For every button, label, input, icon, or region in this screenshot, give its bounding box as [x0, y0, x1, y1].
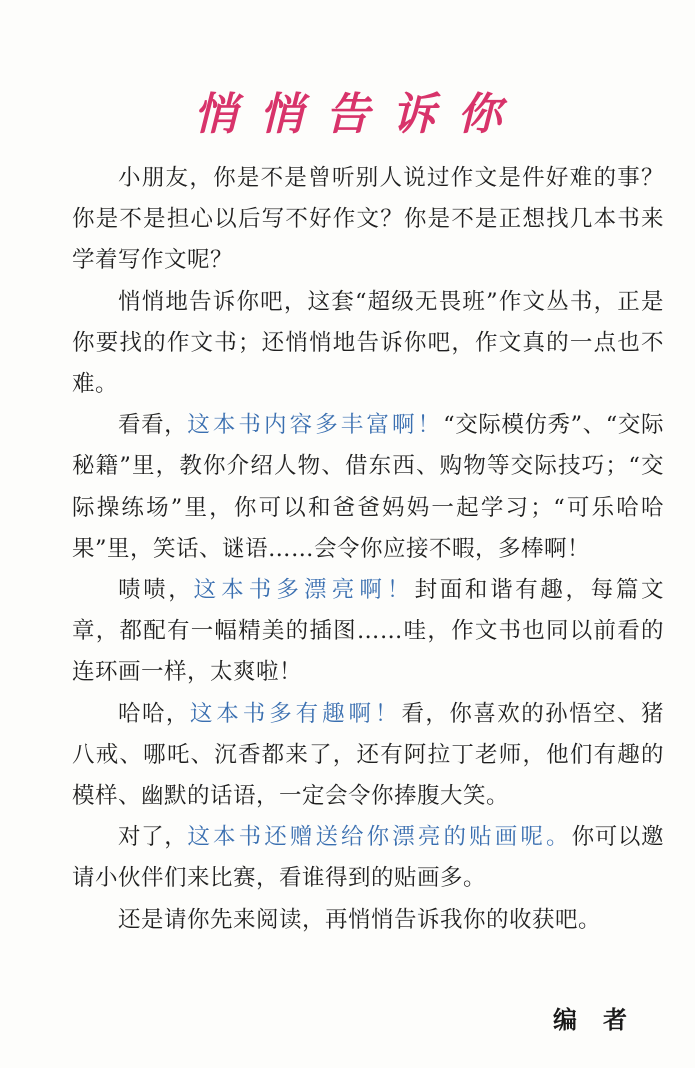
paragraph-text: 哈哈， — [118, 700, 190, 727]
paragraph-text: 看，你喜欢的孙悟空、猪八戒、哪吒、沉香都来了，还有阿拉丁老师，他们有趣的模样、幽默的话语，一定会令你捧腹大笑。 — [72, 700, 664, 810]
paragraph-text: 对了， — [118, 824, 188, 851]
paragraph — [72, 405, 664, 570]
paragraph — [72, 900, 664, 941]
paragraph — [72, 817, 664, 899]
paragraph — [72, 694, 664, 818]
paragraph-text: 还是请你先来阅读，再悄悄告诉我你的收获吧。 — [118, 906, 602, 933]
highlight-text: 这本书还赠送给你漂亮的贴画呢。 — [187, 824, 572, 851]
highlight-text: 这本书多漂亮啊！ — [193, 577, 415, 604]
paragraph-text: 你可以邀请小伙伴们来比赛，看谁得到的贴画多。 — [72, 824, 664, 892]
paragraph — [72, 158, 664, 282]
paragraph-text: 悄悄地告诉你吧，这套“超级无畏班”作文丛书，正是你要找的作文书；还悄悄地告诉你吧，作文真的一点也不难。 — [72, 288, 664, 398]
paragraph-text: 看看， — [118, 412, 188, 439]
paragraph — [72, 570, 664, 694]
paragraph-text: 小朋友，你是不是曾听别人说过作文是件好难的事？你是不是担心以后写不好作文？你是不是正想找几本书来学着写作文呢？ — [72, 165, 664, 274]
paragraph-text: 封面和谐有趣，每篇文章，都配有一幅精美的插图……哇，作文书也同以前看的连环画一样，太爽啦！ — [72, 577, 664, 686]
paragraph-text: “交际模仿秀”、“交际秘籍”里，教你介绍人物、借东西、购物等交际技巧；“交际操练场”里，你可以和爸爸妈妈一起学习；“可乐哈哈果”里，笑话、谜语……会令你应接不暇，多棒啊！ — [72, 412, 664, 562]
highlight-text: 这本书内容多丰富啊！ — [187, 412, 444, 439]
preface-body — [72, 158, 664, 941]
page-title: 悄悄告诉你 — [193, 89, 524, 140]
author-signature: 编者 — [553, 1005, 653, 1034]
highlight-text: 这本书多有趣啊！ — [189, 700, 402, 727]
paragraph — [72, 282, 664, 406]
paragraph-text: 啧啧， — [118, 577, 194, 604]
